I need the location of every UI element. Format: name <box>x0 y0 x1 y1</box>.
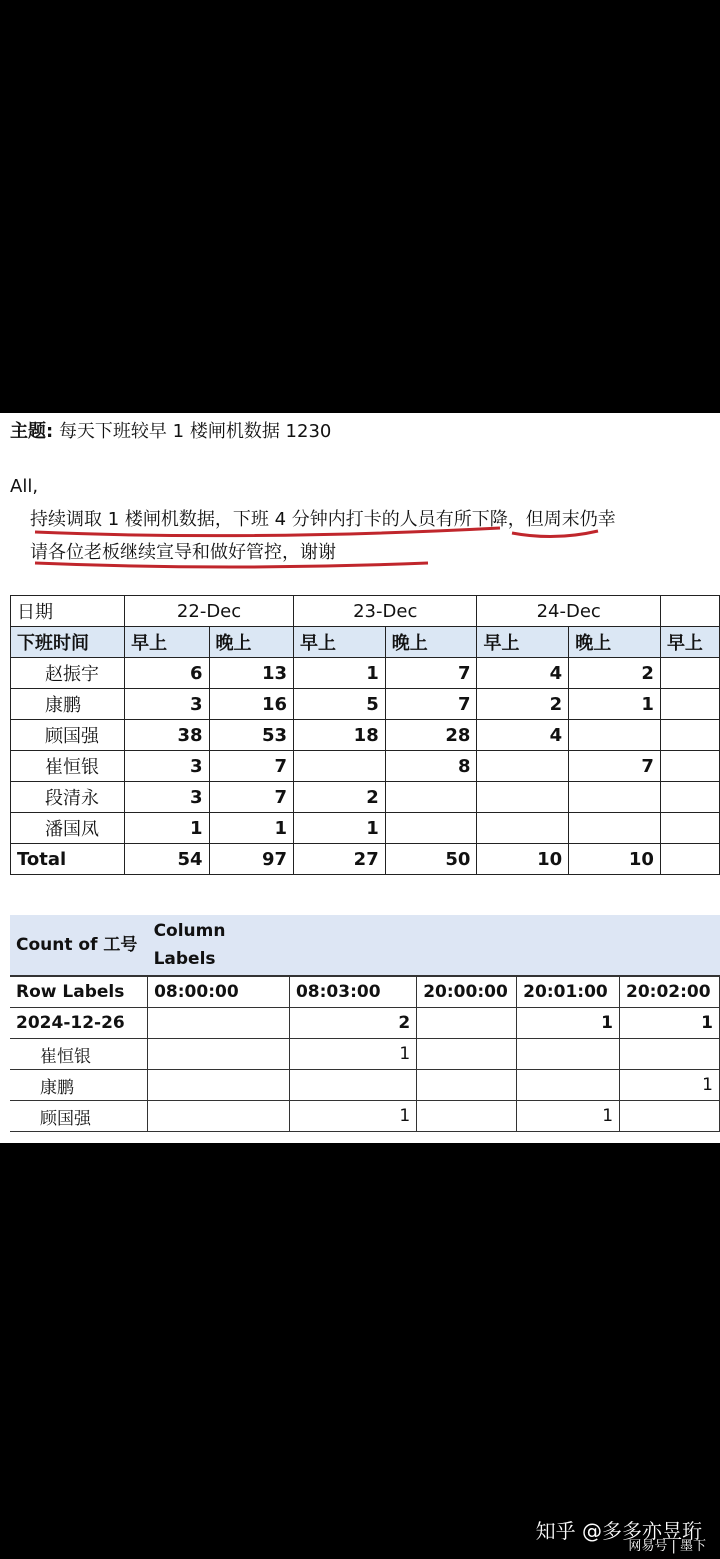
email-body-line1: 持续调取 1 楼闸机数据，下班 4 分钟内打卡的人员有所下降，但周末仍幸 <box>30 509 616 530</box>
table-row <box>10 1101 720 1132</box>
cell: 7 <box>209 751 293 782</box>
table-row <box>11 658 720 689</box>
cell: 2 <box>477 689 569 720</box>
person-name: 崔恒银 <box>10 1039 148 1070</box>
morning-header: 早上 <box>660 627 719 658</box>
cell: 3 <box>125 751 209 782</box>
email-greeting: All, <box>10 476 39 497</box>
cell: 1 <box>517 1008 620 1039</box>
watermark: 知乎 @多多亦昱珩 <box>535 1519 702 1543</box>
cell <box>517 1039 620 1070</box>
total-cell: 10 <box>569 844 661 875</box>
total-cell: 50 <box>385 844 477 875</box>
cell <box>148 1039 290 1070</box>
cell: 7 <box>569 751 661 782</box>
cell: 2 <box>294 782 386 813</box>
cell <box>289 1070 416 1101</box>
pivot-table <box>10 915 720 1132</box>
attendance-table <box>10 595 720 875</box>
cell <box>660 720 719 751</box>
person-name: 崔恒银 <box>11 751 125 782</box>
cell: 13 <box>209 658 293 689</box>
cell <box>477 751 569 782</box>
cell <box>417 1070 517 1101</box>
cell <box>417 1101 517 1132</box>
cell: 1 <box>209 813 293 844</box>
cell <box>477 813 569 844</box>
date-col-3: 24-Dec <box>477 596 660 627</box>
cell: 7 <box>385 689 477 720</box>
cell <box>569 813 661 844</box>
cell <box>620 1039 720 1070</box>
cell <box>660 658 719 689</box>
total-cell: 97 <box>209 844 293 875</box>
cell <box>660 751 719 782</box>
cell: 1 <box>569 689 661 720</box>
total-cell: 27 <box>294 844 386 875</box>
date-col-1: 22-Dec <box>125 596 294 627</box>
cell <box>660 689 719 720</box>
cell: 1 <box>289 1039 416 1070</box>
column-labels: Column Labels <box>148 915 290 976</box>
evening-header: 晚上 <box>209 627 293 658</box>
cell: 4 <box>477 720 569 751</box>
time-header: 20:02:00 <box>620 976 720 1008</box>
cell: 1 <box>620 1008 720 1039</box>
cell <box>660 844 719 875</box>
cell <box>660 782 719 813</box>
morning-header: 早上 <box>294 627 386 658</box>
cell: 18 <box>294 720 386 751</box>
red-underline-3 <box>35 563 428 567</box>
cell: 28 <box>385 720 477 751</box>
evening-header: 晚上 <box>569 627 661 658</box>
cell <box>569 720 661 751</box>
subject-text: 每天下班较早 1 楼闸机数据 1230 <box>58 421 332 442</box>
cell: 1 <box>294 658 386 689</box>
cell <box>517 1070 620 1101</box>
table-row <box>10 1039 720 1070</box>
person-name: 顾国强 <box>10 1101 148 1132</box>
person-name: 顾国强 <box>11 720 125 751</box>
total-row <box>11 844 720 875</box>
cell <box>294 751 386 782</box>
time-header: 08:03:00 <box>289 976 416 1008</box>
date-col-2: 23-Dec <box>294 596 477 627</box>
time-header: 08:00:00 <box>148 976 290 1008</box>
cell: 16 <box>209 689 293 720</box>
evening-header: 晚上 <box>385 627 477 658</box>
table-row <box>10 1070 720 1101</box>
email-body-line2: 请各位老板继续宣导和做好管控，谢谢 <box>30 542 336 563</box>
cell <box>148 1101 290 1132</box>
time-header: 20:01:00 <box>517 976 620 1008</box>
cell: 1 <box>125 813 209 844</box>
email-screenshot <box>0 413 720 1143</box>
cell: 1 <box>289 1101 416 1132</box>
table-row <box>11 751 720 782</box>
cell: 7 <box>385 658 477 689</box>
red-underline-marks <box>0 413 720 583</box>
cell <box>417 1039 517 1070</box>
cell <box>385 782 477 813</box>
watermark-sub: 网易号 | 墨下 <box>628 1539 706 1554</box>
cell: 53 <box>209 720 293 751</box>
group-row <box>10 1008 720 1039</box>
table-row <box>11 782 720 813</box>
date-col-4 <box>660 596 719 627</box>
cell: 3 <box>125 689 209 720</box>
total-cell: 10 <box>477 844 569 875</box>
cell: 7 <box>209 782 293 813</box>
time-header: 下班时间 <box>11 627 125 658</box>
count-label: Count of 工号 <box>10 915 148 976</box>
cell <box>477 782 569 813</box>
group-date: 2024-12-26 <box>10 1008 148 1039</box>
person-name: 赵振宇 <box>11 658 125 689</box>
cell: 5 <box>294 689 386 720</box>
subject-label: 主题: <box>10 421 54 442</box>
cell <box>569 782 661 813</box>
cell: 8 <box>385 751 477 782</box>
total-cell: 54 <box>125 844 209 875</box>
cell <box>148 1008 290 1039</box>
cell: 3 <box>125 782 209 813</box>
cell: 6 <box>125 658 209 689</box>
red-underline-1 <box>35 528 500 536</box>
morning-header: 早上 <box>125 627 209 658</box>
cell: 4 <box>477 658 569 689</box>
date-header: 日期 <box>11 596 125 627</box>
table-row <box>11 689 720 720</box>
cell: 1 <box>517 1101 620 1132</box>
total-label: Total <box>11 844 125 875</box>
person-name: 康鹏 <box>10 1070 148 1101</box>
morning-header: 早上 <box>477 627 569 658</box>
cell: 1 <box>620 1070 720 1101</box>
person-name: 康鹏 <box>11 689 125 720</box>
cell <box>620 1101 720 1132</box>
red-underline-2 <box>512 531 598 537</box>
cell <box>385 813 477 844</box>
cell: 2 <box>569 658 661 689</box>
person-name: 潘国凤 <box>11 813 125 844</box>
table-row <box>11 720 720 751</box>
cell <box>417 1008 517 1039</box>
cell <box>660 813 719 844</box>
cell: 38 <box>125 720 209 751</box>
cell: 1 <box>294 813 386 844</box>
cell <box>148 1070 290 1101</box>
table-row <box>11 813 720 844</box>
time-header: 20:00:00 <box>417 976 517 1008</box>
person-name: 段清永 <box>11 782 125 813</box>
cell: 2 <box>289 1008 416 1039</box>
row-labels-header: Row Labels <box>10 976 148 1008</box>
